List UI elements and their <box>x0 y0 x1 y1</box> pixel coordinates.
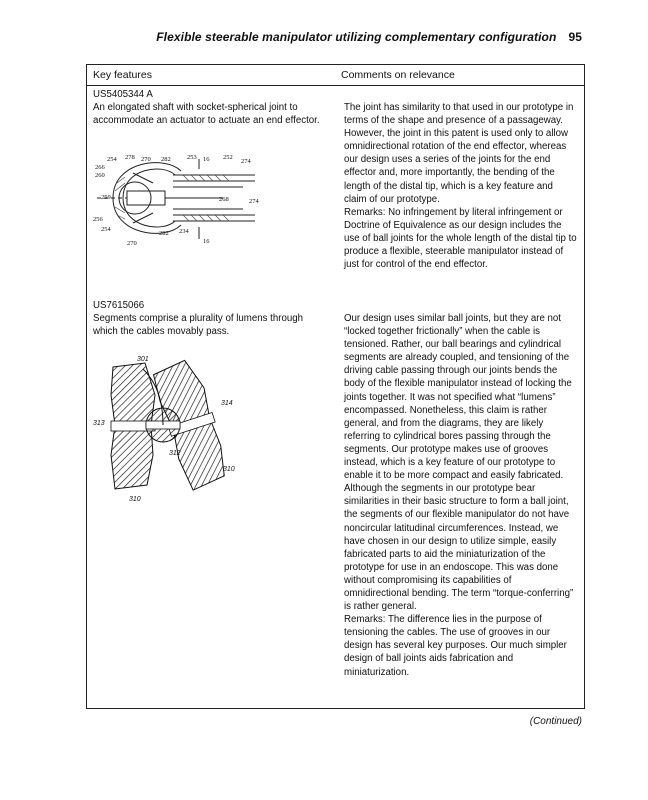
patent-figure-us7615066 <box>93 355 253 505</box>
svg-text:270: 270 <box>127 240 137 247</box>
svg-text:278: 278 <box>125 154 135 161</box>
svg-text:260: 260 <box>95 172 105 179</box>
row2-comments <box>344 312 578 679</box>
svg-text:301: 301 <box>137 356 149 363</box>
row2-key-features <box>93 299 325 338</box>
patent-number: US7615066 <box>93 300 145 311</box>
patent-figure-us5405344 <box>93 153 268 248</box>
svg-text:256: 256 <box>93 216 103 223</box>
continued-note: (Continued) <box>529 716 582 727</box>
patent-number: US5405344 A <box>93 89 153 100</box>
svg-text:310: 310 <box>129 496 141 503</box>
relevance-table <box>86 64 585 709</box>
svg-text:268: 268 <box>219 196 229 203</box>
column-header-comments: Comments on relevance <box>341 69 455 81</box>
row1-comments <box>344 101 578 271</box>
svg-text:253: 253 <box>187 154 197 161</box>
feature-text: An elongated shaft with socket-spherical joint to accommodate an actuator to actuate an end effector. <box>93 102 320 127</box>
svg-text:270: 270 <box>141 156 151 163</box>
page-number: 95 <box>568 30 582 44</box>
running-head <box>156 30 582 44</box>
svg-text:274: 274 <box>241 158 251 165</box>
svg-text:252: 252 <box>223 154 233 161</box>
svg-text:313: 313 <box>93 420 105 427</box>
svg-text:274: 274 <box>249 198 259 205</box>
remarks-text: Remarks: The difference lies in the purpose of tensioning the cables. The use of grooves in our design has several key purposes. Our much simpler design of ball joints aids fabrication and miniaturization. <box>344 614 567 678</box>
svg-text:312: 312 <box>169 450 181 457</box>
comment-text: Our design uses similar ball joints, but they are not “locked together frictionally” when the cable is tensioned. Rather, our ball bearings and cylindrical segments are already coupled, and tensioning of the driving cable passing through our joints bends the body of the flexible manipulator instead of locking the joints together. It was not specified what “lumens” encompassed. Nonetheless, this claim is rather general, and from the diagrams, they are likely referring to cylindrical bores passing through the segments. Our prototype makes use of grooves instead, which is a key feature of our prototype to enable it to be more compact and easily fabricated. Although the segments in our prototype bear similarities in their basic structure to form a ball joint, the segments of our flexible manipulator do not have noncircular latitudinal circumferences. Instead, we have chosen in our design to utilize simple, easily fabricated parts to aid the miniaturization of the prototype for use in an endoscope. This was done without compromising its capabilities of omnidirectional bending. The term “torque-conferring” is rather general. <box>344 313 574 613</box>
remarks-text: Remarks: No infringement by literal infringement or Doctrine of Equivalence as our design includes the use of ball joints for the whole length of the distal tip to produce a flexible, steerable manipulator instead of just for control of the end effector. <box>344 206 577 271</box>
table-header-row <box>87 65 584 86</box>
chapter-title: Flexible steerable manipulator utilizing complementary configuration <box>156 30 557 44</box>
column-header-key-features: Key features <box>93 69 152 81</box>
svg-text:259: 259 <box>101 194 111 201</box>
svg-text:234: 234 <box>179 228 189 235</box>
svg-text:254: 254 <box>101 226 111 233</box>
svg-text:314: 314 <box>221 400 233 407</box>
svg-text:254: 254 <box>107 156 117 163</box>
svg-text:16: 16 <box>203 156 210 163</box>
svg-text:282: 282 <box>159 230 169 237</box>
svg-text:282: 282 <box>161 156 171 163</box>
row1-key-features <box>93 88 325 127</box>
comment-text: The joint has similarity to that used in our prototype in terms of the shape and presence of a passageway. However, the joint in this patent is used only to allow omnidirectional rotation of the end effector, whereas our design uses a series of the joints for the end effector and, more importantly, the bending of the length of the distal tip, which is a key feature and claim of our prototype. <box>344 102 574 205</box>
svg-text:266: 266 <box>95 164 105 171</box>
feature-text: Segments comprise a plurality of lumens through which the cables movably pass. <box>93 313 303 338</box>
svg-text:310: 310 <box>223 466 235 473</box>
svg-text:16: 16 <box>203 238 210 245</box>
